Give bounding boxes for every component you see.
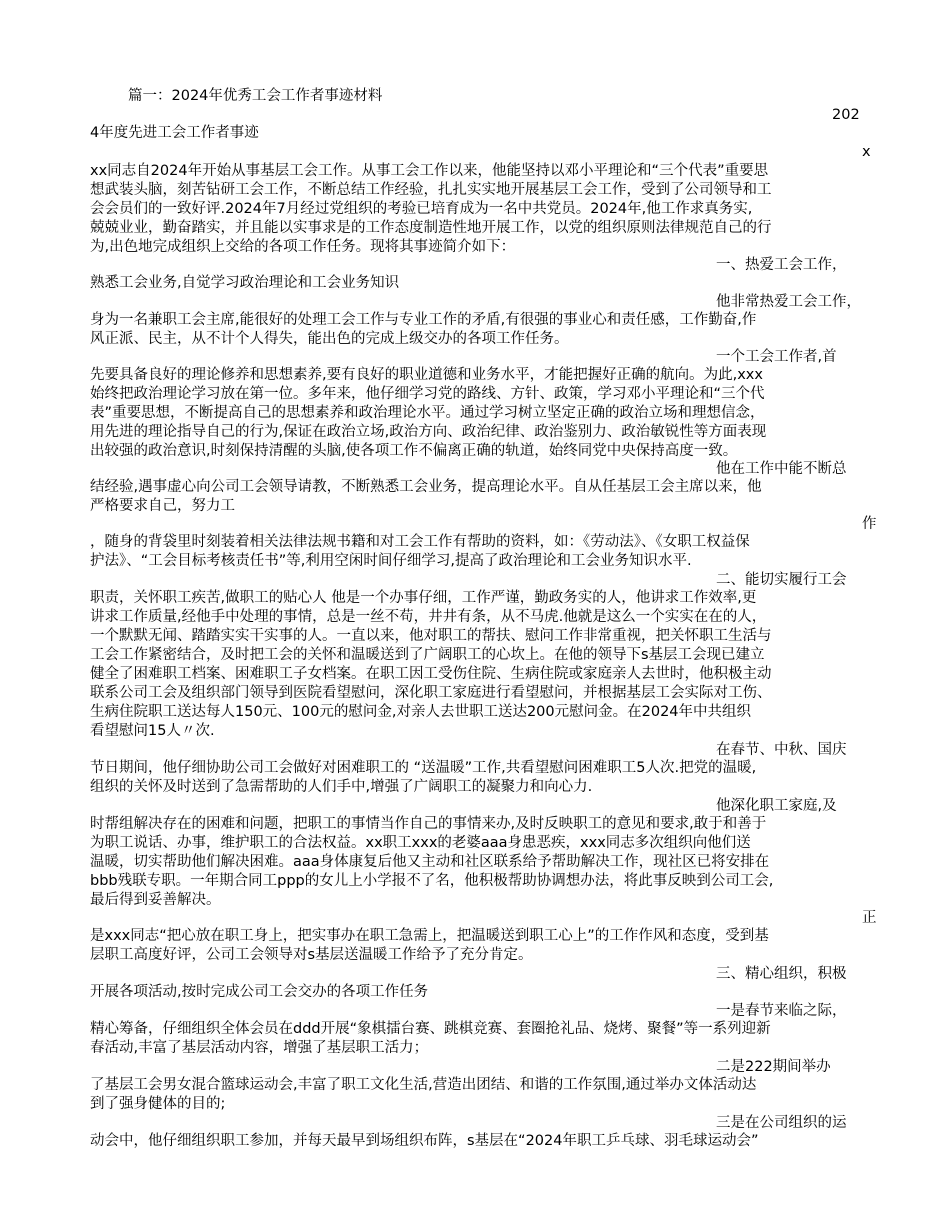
text-line: 始终把政治理论学习放在第一位。多年来，他仔细学习党的路线、方针、政策，学习邓小平理论和“三个代 xyxy=(90,386,765,402)
text-line: x xyxy=(862,144,871,160)
text-line: 兢兢业业，勤奋踏实，并且能以实事求是的工作态度制造性地开展工作，以党的组织原则法律规范自己的行 xyxy=(90,220,772,236)
text-line: 他非常热爱工会工作， xyxy=(716,294,861,310)
text-line: 春活动,丰富了基层活动内容，增强了基层职工活力； xyxy=(90,1040,429,1056)
text-line: 精心筹备，仔细组织全体会员在ddd开展“象棋擂台赛、跳棋竞赛、套圈抢礼品、烧烤、聚餐”等一系列迎新 xyxy=(90,1021,771,1037)
text-line: 为职工说话、办事，维护职工的合法权益。xx职工xxx的老婆aaa身患恶疾，xxx同志多次组织向他们送 xyxy=(90,835,751,851)
text-line: 他在工作中能不断总 xyxy=(716,461,847,477)
text-line: 工会工作紧密结合，及时把工会的关怀和温暖送到了广阔职工的心坎上。在他的领导下s基层工会现已建立 xyxy=(90,647,765,663)
text-line: 严格要求自己，努力工 xyxy=(90,498,235,514)
text-line: xx同志自2024年开始从事基层工会工作。从事工会工作以来，他能坚持以邓小平理论和“三个代表”重要思 xyxy=(90,163,769,179)
text-line: 讲求工作质量,经他手中处理的事情，总是一丝不苟，井井有条，从不马虎.他就是这么一个实实在在的人， xyxy=(90,609,767,625)
text-line: 风正派、民主，从不计个人得失，能出色的完成上级交办的各项工作任务。 xyxy=(90,331,569,347)
text-line: 先要具备良好的理论修养和思想素养,要有良好的职业道德和业务水平，才能把握好正确的航向。为此,xxx xyxy=(90,367,763,383)
text-line: 节日期间，他仔细协助公司工会做好对困难职工的 “送温暖”工作,共看望慰问困难职工5人次.把党的温暖, xyxy=(90,760,757,776)
text-line: 看望慰问15人〃次. xyxy=(90,723,215,739)
text-line: 202 xyxy=(832,107,860,123)
text-line: 想武装头脑，刻苦钻研工会工作，不断总结工作经验，扎扎实实地开展基层工会工作，受到了公司领导和工 xyxy=(90,182,772,198)
section-heading: 一、热爱工会工作， xyxy=(716,257,847,273)
section-heading: 二、能切实履行工会 xyxy=(716,572,847,588)
section-heading: 三、精心组织，积极 xyxy=(716,966,847,982)
text-line: 在春节、中秋、国庆 xyxy=(716,742,847,758)
text-line: 是xxx同志“把心放在职工身上，把实事办在职工急需上，把温暖送到职工心上”的工作作风和态度，受到基 xyxy=(90,928,769,944)
text-line: 一是春节来临之际， xyxy=(716,1003,847,1019)
text-line: 出较强的政治意识,时刻保持清醒的头脑,使各项工作不偏离正确的轨道，始终同党中央保持高度一致。 xyxy=(90,443,738,459)
text-line: 时帮组解决存在的困难和问题，把职工的事情当作自己的事情来办,及时反映职工的意见和要求,敢于和善于 xyxy=(90,816,767,832)
text-line: 用先进的理论指导自己的行为,保证在政治立场,政治方向、政治纪律、政治鉴别力、政治敏锐性等方面表现 xyxy=(90,424,767,440)
text-line: 了基层工会男女混合篮球运动会,丰富了职工文化生活,营造出团结、和谐的工作氛围,通过举办文体活动达 xyxy=(90,1077,757,1093)
text-line: 温暖，切实帮助他们解决困难。aaa身体康复后他又主动和社区联系给予帮助解决工作，现社区已将安排在 xyxy=(90,854,770,870)
text-line: bbb残联专职。一年期合同工ppp的女儿上小学报不了名，他积极帮助协调想办法，将此事反映到公司工会, xyxy=(90,873,774,889)
text-line: 组织的关怀及时送到了急需帮助的人们手中,增强了广阔职工的凝聚力和向心力. xyxy=(90,779,593,795)
text-line: 正 xyxy=(862,910,877,926)
text-line: 动会中，他仔细组织职工参加，并每天最早到场组织布阵，s基层在“2024年职工乒乓球、羽毛球运动会” xyxy=(90,1133,759,1149)
text-line: 会会员们的一致好评.2024年7月经过党组织的考验已培育成为一名中共党员。2024年,他工作求真务实, xyxy=(90,201,753,217)
text-line: 三是在公司组织的运 xyxy=(716,1115,847,1131)
text-line: 健全了困难职工档案、困难职工子女档案。在职工因工受伤住院、生病住院或家庭亲人去世时，他积极主动 xyxy=(90,666,772,682)
text-line: 一个工会工作者,首 xyxy=(716,349,837,365)
text-line: 护法》、“工会目标考核责任书”等,利用空闲时间仔细学习,提高了政治理论和工会业务知识水平. xyxy=(90,553,692,569)
document-title: 篇一：2024年优秀工会工作者事迹材料 xyxy=(128,88,383,104)
text-line: 一个默默无闻、踏踏实实干实事的人。一直以来，他对职工的帮扶、慰问工作非常重视，把关怀职工生活与 xyxy=(90,628,772,644)
text-line: 为,出色地完成组织上交给的各项工作任务。现将其事迹简介如下： xyxy=(90,239,516,255)
text-line: 他深化职工家庭,及 xyxy=(716,798,837,814)
text-line: ，随身的背袋里时刻装着相关法律法规书籍和对工会工作有帮助的资料，如：《劳动法》、《女职工权益保 xyxy=(90,534,750,550)
text-line: 联系公司工会及组织部门领导到医院看望慰问，深化职工家庭进行看望慰问，并根据基层工会实际对工伤、 xyxy=(90,685,772,701)
text-line: 身为一名兼职工会主席,能很好的处理工会工作与专业工作的矛盾,有很强的事业心和责任感，工作勤奋,作 xyxy=(90,312,757,328)
text-line: 到了强身健体的目的; xyxy=(90,1096,226,1112)
text-line: 生病住院职工送达每人150元、100元的慰问金,对亲人去世职工送达200元慰问金。在2024年中共组织 xyxy=(90,704,752,720)
text-line: 4年度先进工会工作者事迹 xyxy=(90,125,259,141)
text-line: 开展各项活动,按时完成公司工会交办的各项工作任务 xyxy=(90,984,429,1000)
text-line: 结经验,遇事虚心向公司工会领导请教，不断熟悉工会业务，提高理论水平。自从任基层工会主席以来，他 xyxy=(90,479,762,495)
text-line: 最后得到妥善解决。 xyxy=(90,892,221,908)
text-line: 表”重要思想，不断提高自己的思想素养和政治理论水平。通过学习树立坚定正确的政治立场和理想信念， xyxy=(90,405,765,421)
text-line: 二是222期间举办 xyxy=(716,1059,831,1075)
text-line: 熟悉工会业务,自觉学习政治理论和工会业务知识 xyxy=(90,275,400,291)
text-line: 作 xyxy=(862,516,877,532)
text-line: 职责，关怀职工疾苦,做职工的贴心人 他是一个办事仔细，工作严谨，勤政务实的人，他讲求工作效率,更 xyxy=(90,590,757,606)
text-line: 层职工高度好评，公司工会领导对s基层送温暖工作给予了充分肯定。 xyxy=(90,947,533,963)
